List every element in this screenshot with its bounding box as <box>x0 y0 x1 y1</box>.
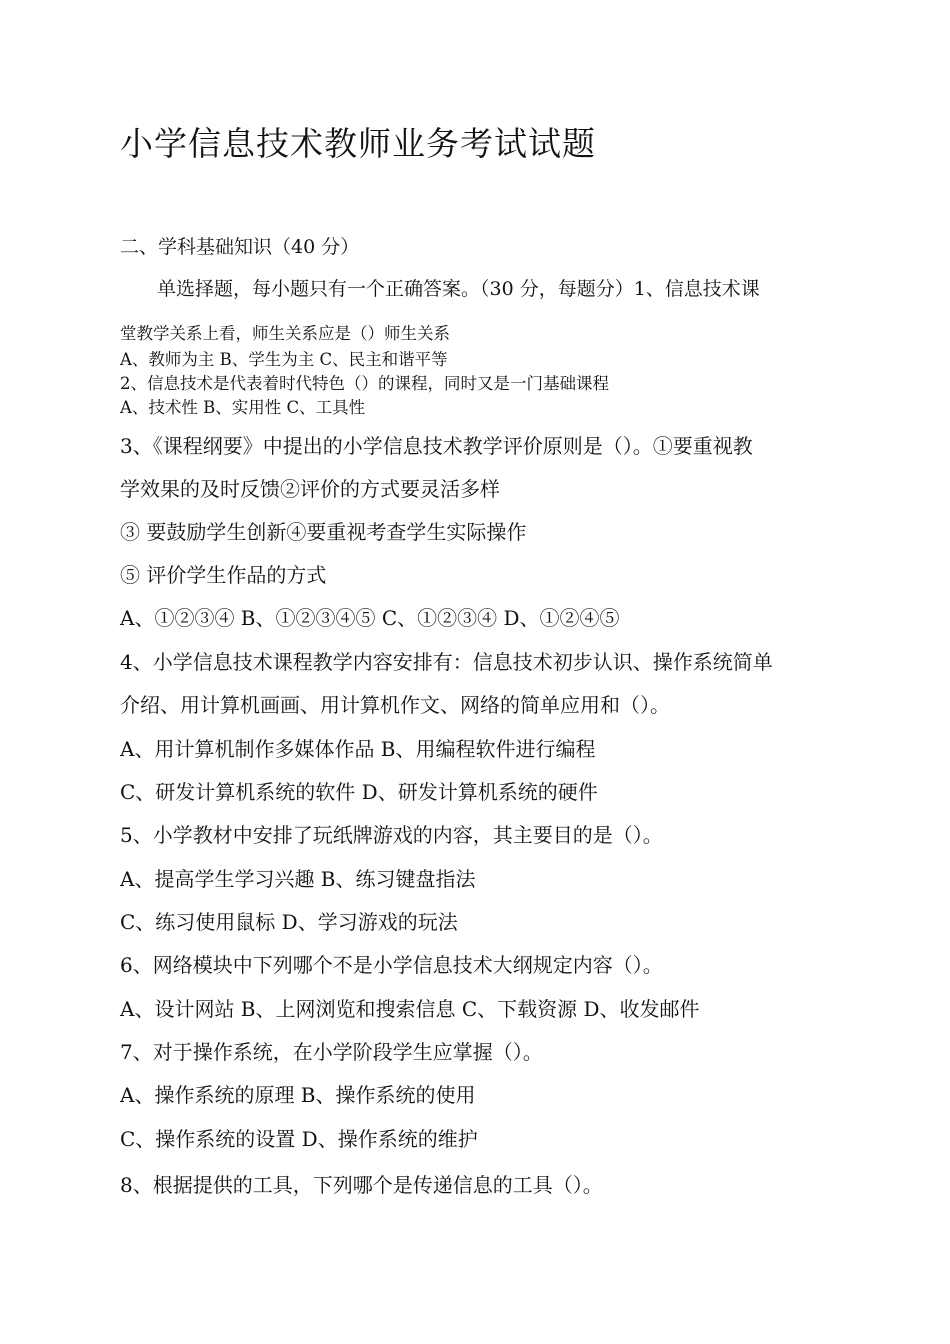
text-line: 5、小学教材中安排了玩纸牌游戏的内容，其主要目的是（）。 <box>120 823 663 847</box>
text-line: C、研发计算机系统的软件 D、研发计算机系统的硬件 <box>120 780 598 804</box>
document-title: 小学信息技术教师业务考试试题 <box>120 124 596 163</box>
text-line: ⑤ 评价学生作品的方式 <box>120 563 327 587</box>
text-line: A、技术性 B、实用性 C、工具性 <box>120 398 366 417</box>
intro-line: 单选择题，每小题只有一个正确答案。（30 分，每题分）1、信息技术课 <box>157 278 760 300</box>
text-line: ③ 要鼓励学生创新④要重视考查学生实际操作 <box>120 520 527 544</box>
text-line: 2、信息技术是代表着时代特色（）的课程，同时又是一门基础课程 <box>120 374 609 393</box>
text-line: A、用计算机制作多媒体作品 B、用编程软件进行编程 <box>120 737 596 761</box>
text-line: 7、对于操作系统，在小学阶段学生应掌握（）。 <box>120 1040 543 1064</box>
text-line: 4、小学信息技术课程教学内容安排有：信息技术初步认识、操作系统简单 <box>120 650 773 674</box>
text-line: A、教师为主 B、学生为主 C、民主和谐平等 <box>120 350 448 369</box>
text-line: 介绍、用计算机画画、用计算机作文、网络的简单应用和（）。 <box>120 693 670 717</box>
text-line: 堂教学关系上看，师生关系应是（）师生关系 <box>120 324 450 343</box>
text-line: A、提高学生学习兴趣 B、练习键盘指法 <box>120 867 476 891</box>
section-heading: 二、学科基础知识（40 分） <box>120 236 360 258</box>
text-line: 3、《课程纲要》中提出的小学信息技术教学评价原则是（）。①要重视教 <box>120 434 753 458</box>
text-line: 6、网络模块中下列哪个不是小学信息技术大纲规定内容（）。 <box>120 953 663 977</box>
text-line: 8、根据提供的工具，下列哪个是传递信息的工具（）。 <box>120 1173 603 1197</box>
text-line: C、操作系统的设置 D、操作系统的维护 <box>120 1127 478 1151</box>
text-line: A、①②③④ B、①②③④⑤ C、①②③④ D、①②④⑤ <box>120 606 620 630</box>
text-line: A、操作系统的原理 B、操作系统的使用 <box>120 1083 476 1107</box>
text-line: C、练习使用鼠标 D、学习游戏的玩法 <box>120 910 458 934</box>
text-line: A、设计网站 B、上网浏览和搜索信息 C、下载资源 D、收发邮件 <box>120 997 700 1021</box>
text-line: 学效果的及时反馈②评价的方式要灵活多样 <box>120 477 500 501</box>
